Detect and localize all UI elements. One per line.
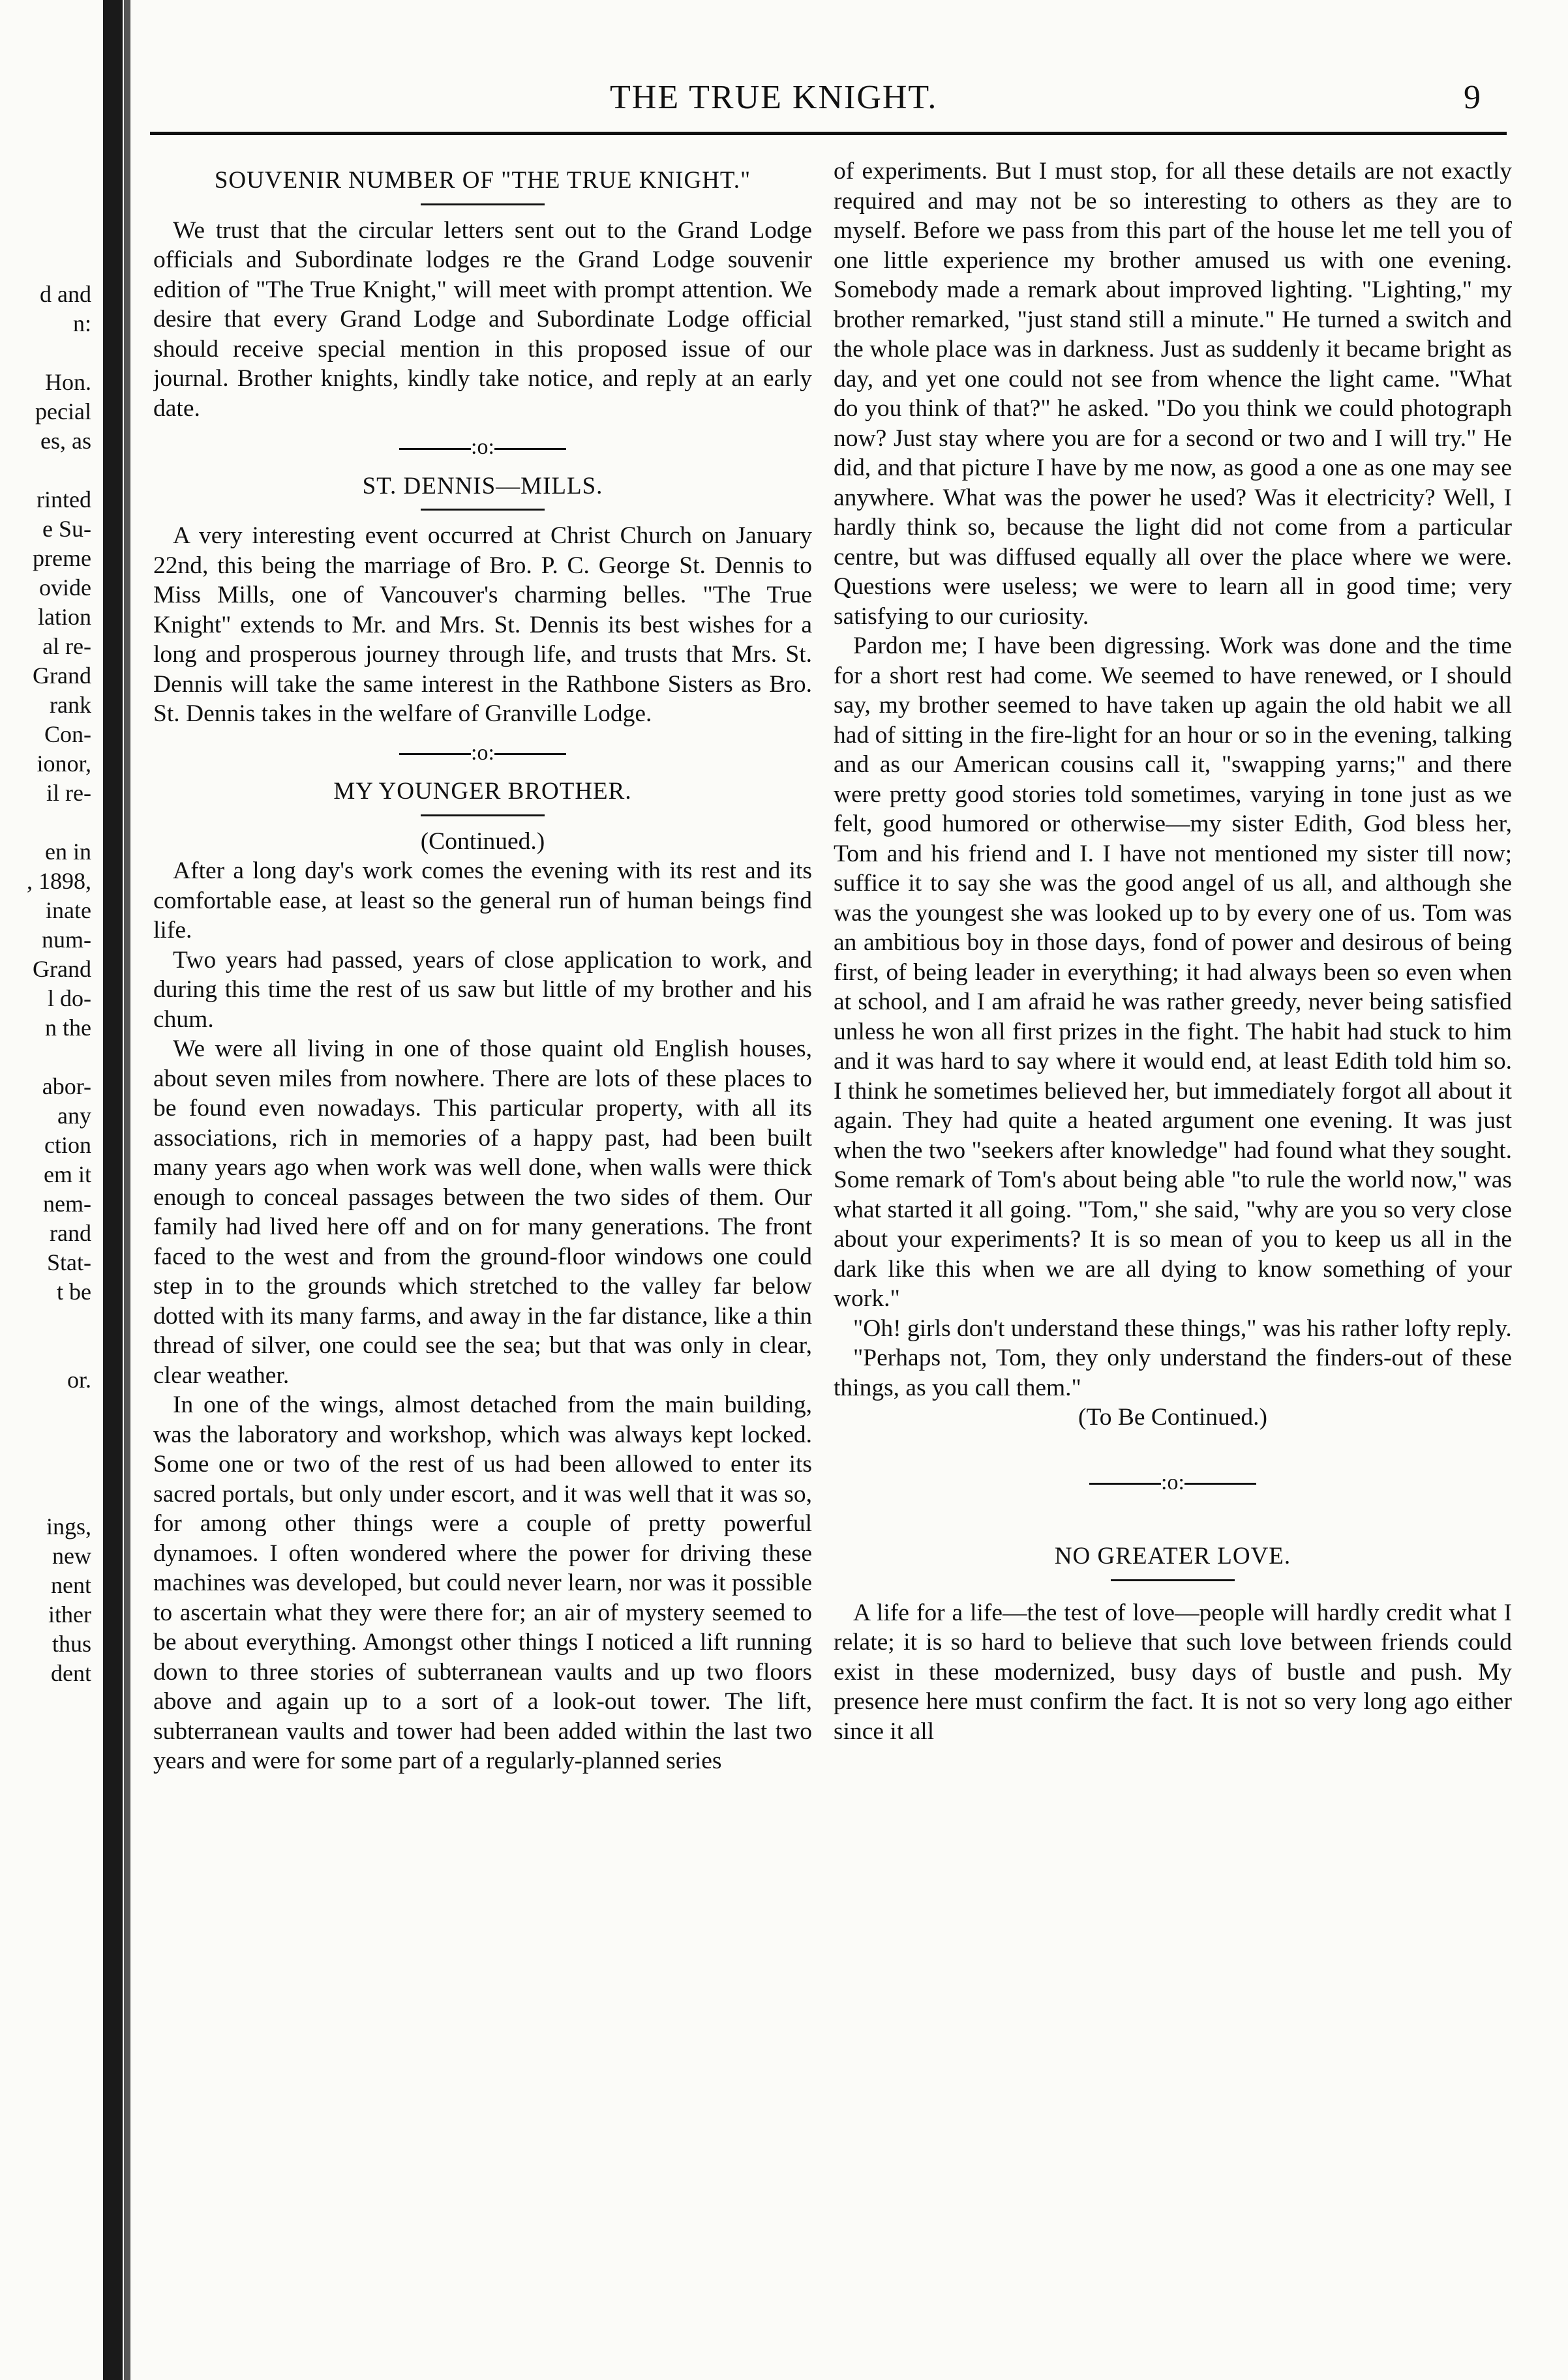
fragment-line: ovide: [39, 574, 91, 601]
article-paragraph: "Oh! girls don't understand these things," was his rather lofty reply.: [853, 1315, 1512, 1342]
article-title: ST. DENNIS—MILLS.: [362, 472, 603, 499]
separator-text: :o:: [471, 740, 494, 765]
fragment-line: en in: [45, 839, 91, 865]
previous-page-fragment: [0, 130, 98, 2341]
fragment-line: or.: [67, 1367, 91, 1393]
fragment-line: pecial: [35, 398, 91, 424]
article-st-dennis: [153, 471, 812, 729]
separator-text: :o:: [1161, 1470, 1184, 1495]
fragment-line: nent: [51, 1572, 91, 1598]
fragment-line: any: [57, 1103, 91, 1129]
separator-text: :o:: [471, 435, 494, 459]
to-be-continued: (To Be Continued.): [1078, 1404, 1268, 1431]
fragment-line: Grand: [33, 956, 91, 982]
article-body: A very interesting event occurred at Christ Church on January 22nd, this being the marriage of Bro. P. C. George St. Dennis to Miss Mills, one of Vancouver's charming belles. "The True Knight" extends to Mr. and Mrs. St. Dennis its best wishes for a long and prosperous journey through life, and trusts that Mrs. St. Dennis will take the same interest in the Rathbone Sisters as Bro. St. Dennis takes in the welfare of Granville Lodge.: [153, 522, 812, 727]
fragment-line: lation: [38, 604, 91, 630]
fragment-line: rinted: [37, 486, 91, 513]
binding-shadow: [103, 0, 123, 2380]
header-rule: [150, 132, 1507, 135]
fragment-line: ionor,: [37, 751, 91, 777]
fragment-line: dent: [51, 1660, 91, 1686]
article-title: SOUVENIR NUMBER OF "THE TRUE KNIGHT.": [214, 167, 751, 194]
title-rule: [421, 203, 545, 205]
article-souvenir: [153, 166, 812, 423]
article-paragraph: After a long day's work comes the evening with its rest and its comfortable ease, at least so the general run of human beings find life.: [153, 857, 812, 944]
fragment-line: em it: [44, 1161, 91, 1187]
article-younger-brother: [153, 777, 812, 1776]
article-title: NO GREATER LOVE.: [1054, 1543, 1291, 1569]
running-title: THE TRUE KNIGHT.: [610, 79, 938, 116]
fragment-line: new: [52, 1543, 91, 1569]
article-subtitle: (Continued.): [420, 827, 545, 855]
title-rule: [421, 814, 545, 816]
fragment-line: nem-: [43, 1191, 91, 1217]
title-rule: [421, 509, 545, 511]
fragment-line: al re-: [42, 633, 91, 659]
article-paragraph: Pardon me; I have been digressing. Work was done and the time for a short rest had come. We seemed to have renewed, or I should say, my brother seemed to have taken up again the old habit we all had of sitting in the fire-light for an hour or so in the evening, talking and as our American cousins call it, "swapping yarns;" and there were pretty good stories told sometimes, varying in tone just as we felt, good humored or otherwise—my sister Edith, God bless her, Tom and his friend and I. I have not mentioned my sister till now; suffice it to say she was the good angel of us all, and although she was the youngest she was looked up to by every one of us. Tom was an ambitious boy in those days, fond of power and desirous of being first, of being leader in everything; it had always been so even when at school, and I am afraid he was rather greedy, never being satisfied unless he won all first prizes in the fight. The habit had stuck to him and it was hard to say where it would end, at least Edith told him so. I think he sometimes believed her, but immediately forgot all about it again. They had quite a heated argument one evening. It was just when the two "seekers after knowledge" had found what they sought. Some remark of Tom's about being able "to rule the world now," was what started it all going. "Tom," she said, "why are you so very close about your experiments? It is so mean of you to keep us all in the dark like this when we are all dying to know something of your work.": [834, 632, 1512, 1312]
article-no-greater-love: [834, 1541, 1512, 1746]
section-separator: [153, 738, 812, 768]
section-separator: [153, 432, 812, 462]
article-body: A life for a life—the test of love—people will hardly credit what I relate; it is so hard to believe that such love between friends could exist in these modernized, busy days of bustle and push. My presence here must confirm the fact. It is not so very long ago either since it all: [834, 1599, 1512, 1745]
fragment-line: , 1898,: [27, 868, 91, 894]
page-number: 9: [1464, 79, 1481, 116]
fragment-line: rand: [50, 1220, 91, 1246]
page-header: [150, 78, 1507, 137]
fragment-line: es, as: [40, 428, 91, 454]
fragment-line: preme: [33, 545, 91, 571]
fragment-line: num-: [42, 927, 91, 953]
fragment-line: Hon.: [45, 369, 91, 395]
fragment-line: t be: [57, 1279, 91, 1305]
fragment-line: Grand: [33, 662, 91, 689]
fragment-line: rank: [50, 692, 91, 718]
left-column: [153, 156, 812, 2373]
article-paragraph: In one of the wings, almost detached from the main building, was the laboratory and workshop, which was always kept locked. Some one or two of the rest of us had been allowed to enter its sacred portals, but only under escort, and it was well that it was so, for among other things were a couple of pretty powerful dynamoes. I often wondered where the power for driving these machines was developed, but could never learn, nor was it possible to ascertain what they were there for; an air of mystery seemed to be about everything. Amongst other things I noticed a lift running down to three stories of subterranean vaults and up two floors above and again up to a sort of a look-out tower. The lift, subterranean vaults and tower had been added within the last two years and were for some part of a regularly-planned series: [153, 1391, 812, 1774]
fragment-line: ither: [48, 1601, 91, 1628]
fragment-line: Con-: [44, 721, 91, 747]
fragment-line: e Su-: [42, 516, 91, 542]
article-paragraph: "Perhaps not, Tom, they only understand the finders-out of these things, as you call them.": [834, 1345, 1512, 1401]
binding-shadow-edge: [124, 0, 130, 2380]
fragment-line: l do-: [48, 985, 91, 1011]
article-paragraph: We were all living in one of those quaint old English houses, about seven miles from nowhere. There are lots of these places to be found even nowadays. This particular property, with all its associations, rich in memories of a happy past, had been built many years ago when work was well done, when walls were thick enough to conceal passages between the two sides of them. Our family had lived here off and on for many generations. The front faced to the west and from the ground-floor windows one could step in to the grounds which stretched to the valley far below dotted with its many farms, and away in the far distance, like a thin thread of silver, one could see the sea; but that was only in clear, clear weather.: [153, 1035, 812, 1389]
article-younger-brother-continued: [834, 156, 1512, 1433]
fragment-line: il re-: [46, 780, 91, 806]
article-title: MY YOUNGER BROTHER.: [333, 778, 632, 805]
article-paragraph: Two years had passed, years of close application to work, and during this time the rest of us saw but little of my brother and his chum.: [153, 946, 812, 1033]
fragment-line: abor-: [42, 1073, 91, 1099]
fragment-line: ings,: [46, 1513, 91, 1540]
fragment-line: n the: [45, 1015, 91, 1041]
article-paragraph: of experiments. But I must stop, for all these details are not exactly required and may not be so interesting to others as they are to myself. Before we pass from this part of the house let me tell you of one little experience my brother amused us with one evening. Somebody made a remark about improved lighting. "Lighting," my brother remarked, "just stand still a minute." He turned a switch and the whole place was in darkness. Just as suddenly it became bright as day, and yet one could not see from whence the light came. "What do you think of that?" he asked. "Do you think we could photograph now? Just stay where you are for a second or two and I will try." He did, and that picture I have by me now, as good a one as one may see anywhere. What was the power he used? Was it electricity? Well, I hardly think so, because the light did not come from a particular centre, but was diffused equally all over the place where we were. Questions were useless; we were to learn all in good time; very satisfying to our curiosity.: [834, 158, 1512, 630]
fragment-line: d and: [40, 281, 91, 307]
fragment-line: inate: [46, 897, 91, 923]
section-separator: [834, 1468, 1512, 1498]
fragment-line: ction: [44, 1132, 91, 1158]
right-column: [834, 156, 1512, 2373]
title-rule: [1111, 1579, 1235, 1581]
article-body: We trust that the circular letters sent out to the Grand Lodge officials and Subordinate lodges re the Grand Lodge souvenir edition of "The True Knight," will meet with prompt attention. We desire that every Grand Lodge and Subordinate Lodge official should receive special mention in this proposed issue of our journal. Brother knights, kindly take notice, and reply at an early date.: [153, 216, 812, 422]
fragment-line: thus: [52, 1631, 91, 1657]
fragment-line: Stat-: [47, 1249, 91, 1275]
fragment-line: n:: [72, 310, 91, 336]
